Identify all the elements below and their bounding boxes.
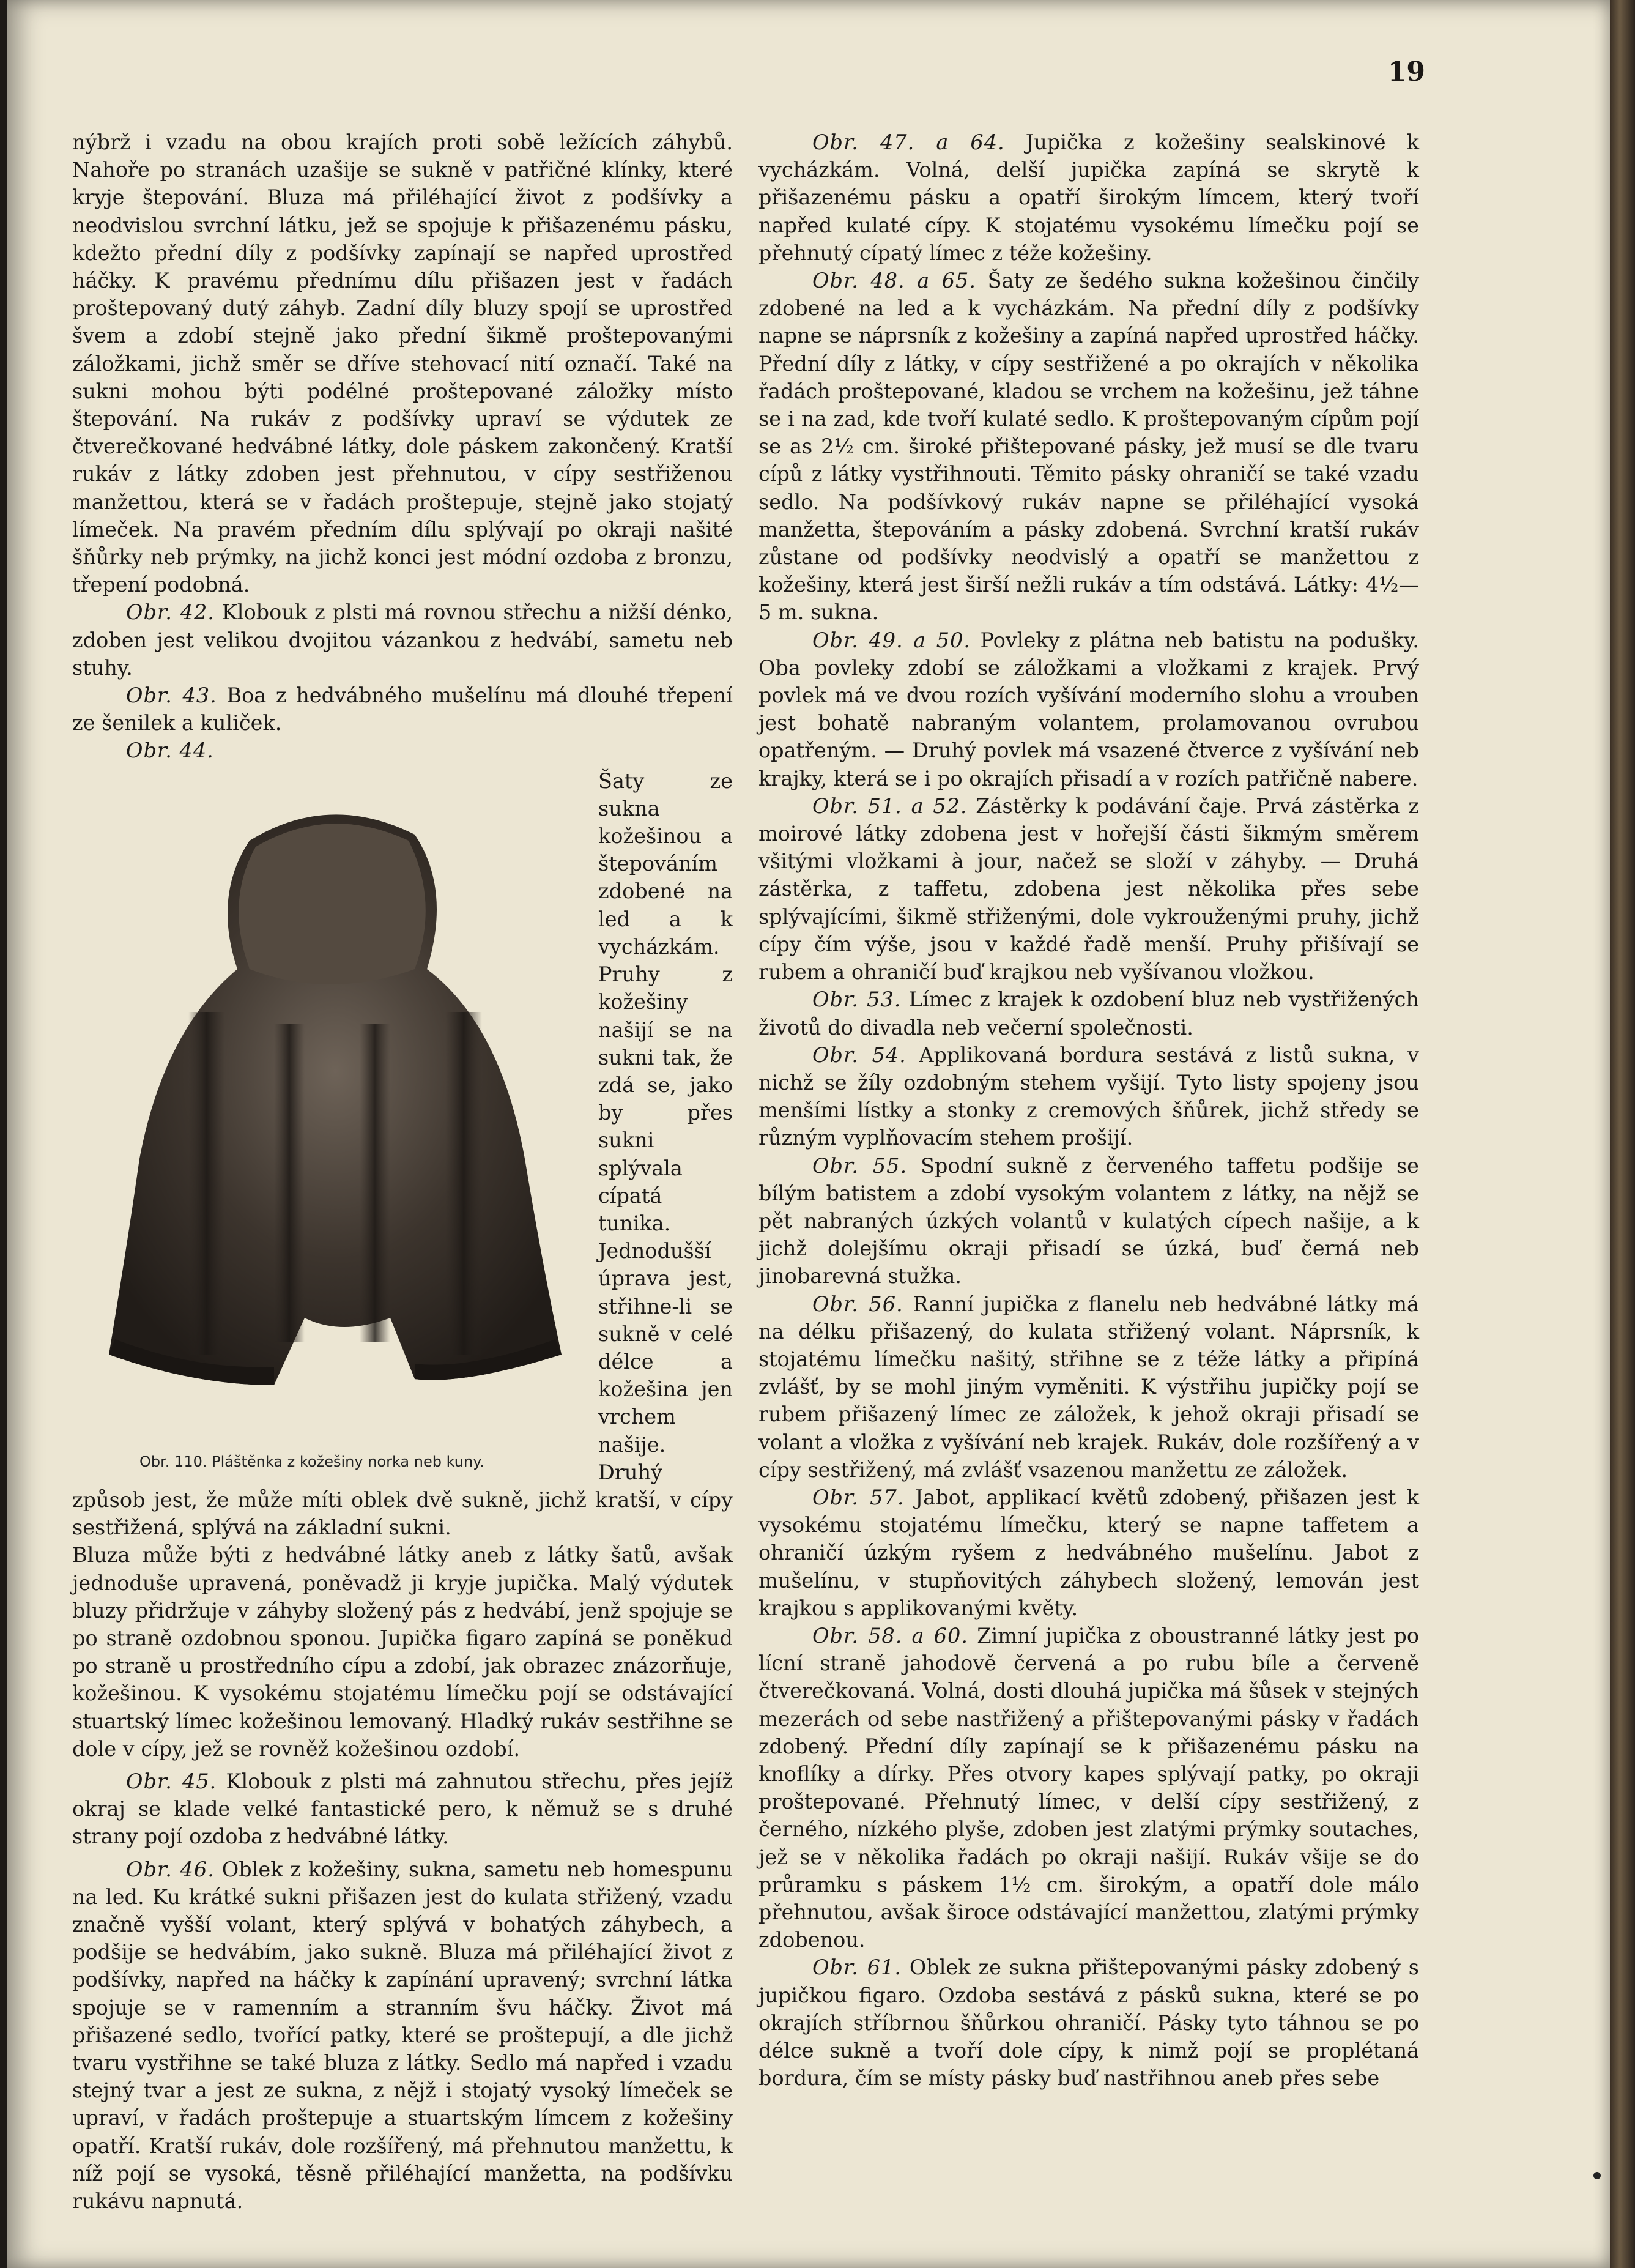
paragraph-text: Boa z hedvábného mušelínu má dlouhé třepení ze šenilek a kuliček.	[72, 683, 733, 735]
fur-cape-figure	[72, 767, 586, 1486]
paragraph-text: Oblek ze sukna přištepovanými pásky zdobený s jupičkou figaro. Ozdoba sestává z pásků sukna, které se po okrajích stříbrnou šňůrkou ohraničí. Pásky tyto táhnou se po délce sukně a tvoří dole cípy, k nimž pojí se proplétaná bordura, čím se místy pásky buď nastřihnou aneb přes sebe	[758, 1955, 1419, 2091]
figure-reference: Obr. 45.	[126, 1769, 217, 1793]
paragraph	[758, 128, 1419, 267]
paragraph	[72, 682, 733, 737]
paragraph-text: Jupička z kožešiny sealskinové k vycházkám. Volná, delší jupička zapíná se skrytě k přišazenému pásku a opatří širokým límcem, který tvoří napřed kulaté cípy. K stojatému vysokému límečku pojí se přehnutý cípatý límec z téže kožešiny.	[758, 130, 1419, 265]
paragraph-text: Povleky z plátna neb batistu na podušky. Oba povleky zdobí se záložkami a vložkami z krajek. Prvý povlek má ve dvou rozích vyšívání moderního slohu a vrouben jest bohatě nabraným volantem, prolamovanou ovrubou opatřeným. — Druhý povlek má vsazené čtverce z vyšívání neb krajky, která se i po okrajích přisadí a v rozích patřičně nabere.	[758, 628, 1419, 790]
figure-reference: Obr. 49. a 50.	[812, 628, 971, 652]
paragraph-text: Applikovaná bordura sestává z listů sukna, v nichž se žíly ozdobným stehem vyšijí. Tyto listy spojeny jsou menšími lístky a stonky z cremových šňůrek, jichž středy se různým vyplňovacím stehem prošijí.	[758, 1043, 1419, 1150]
paragraph	[758, 1622, 1419, 1954]
paragraph-text: Klobouk z plsti má zahnutou střechu, přes jejíž okraj se klade velké fantastické pero, k němuž se s druhé strany pojí ozdoba z hedvábné látky.	[72, 1769, 733, 1849]
paragraph-text: Jabot, applikací květů zdobený, přišazen jest k vysokému stojatému límečku, který se napne taffetem a ohraničí úzkým ryšem z hedvábného mušelínu. Jabot z mušelínu, v stupňovitých záhybech složený, lemován jest krajkou s applikovanými květy.	[758, 1485, 1419, 1620]
paragraph	[758, 267, 1419, 626]
paragraph-text: Klobouk z plsti má rovnou střechu a nižší dénko, zdoben jest velikou dvojitou vázankou z hedvábí, sametu neb stuhy.	[72, 600, 733, 680]
book-spine-edge	[1610, 0, 1635, 2268]
paragraph	[72, 1768, 733, 1851]
figure-reference: Obr. 42.	[126, 600, 215, 625]
paragraph	[758, 986, 1419, 1041]
figure-reference: Obr. 44.	[126, 738, 214, 763]
paragraph: Šaty ze sukna kožešinou a štepováním zdobené na led a k vycházkám. Pruhy z kožešiny našijí se na sukni tak, že zdá se, jako by přes sukni splývala cípatá tunika. Jednodušší úprava jest, střihne-li se sukně v celé délce a kožešina jen vrchem našije. Druhý způsob jest, že může míti oblek dvě sukně, jichž kratší, v cípy sestřižená, splývá na základní sukni.	[72, 768, 733, 1540]
ink-spot	[1593, 2172, 1601, 2179]
paragraph: nýbrž i vzadu na obou krajích proti sobě ležících záhybů. Nahoře po stranách uzašije se sukně v patřičné klínky, které kryje štepování. Bluza má přiléhající život z podšívky a neodvislou svrchní látku, jež se spojuje k přišazenému pásku, kdežto přední díly z podšívky zapínají se napřed uprostřed háčky. K pravému přednímu dílu přišazen jest v řadách proštepovaný dutý záhyb. Zadní díly bluzy spojí se uprostřed švem a zdobí stejně jako přední šikmě proštepovanými záložkami, jichž směr se dříve stehovací nití označí. Také na sukni mohou býti podélné proštepované záložky místo štepování. Na rukáv z podšívky upraví se výdutek ze čtverečkované hedvábné látky, dole páskem zakončený. Kratší rukáv z látky zdoben jest přehnutou, v cípy sestřiženou manžettou, která se v řadách proštepuje, stejně jako stojatý límeček. Na pravém předním dílu splývají po okraji našité šňůrky neb prýmky, na jichž konci jest módní ozdoba z bronzu, třepení podobná.	[72, 130, 733, 597]
paragraph	[758, 1290, 1419, 1484]
paragraph	[758, 626, 1419, 792]
paragraph-text: Zástěrky k podávání čaje. Prvá zástěrka z moirové látky zdobena jest v hořejší části šikmým směrem všitými vložkami à jour, načež se složí v záhyby. — Druhá zástěrka, z taffetu, zdobena jest několika přes sebe splývajícími, šikmě střiženými, dole vykrouženými pruhy, jichž cípy čím výše, jsou v každé řadě menší. Pruhy přišívají se rubem a ohraničí buď krajkou neb vyšívanou vložkou.	[758, 794, 1419, 984]
paragraph-text: Šaty ze šedého sukna kožešinou činčily zdobené na led a k vycházkám. Na přední díly z podšívky napne se náprsník z kožešiny a zapíná napřed uprostřed háčky. Přední díly z látky, v cípy sestřižené a po okrajích v několika řadách proštepované, kladou se vrchem na kožešinu, jež táhne se i na zad, kde tvoří kulaté sedlo. K proštepovaným cípům pojí se as 2½ cm. široké přištepované pásky, jež musí se dle tvaru cípů z látky vystřihnouti. Těmito pásky ohraničí se také vzadu sedlo. Na podšívkový rukáv napne se přiléhající vysoká manžetta, štepováním a pásky zdobená. Svrchní kratší rukáv zůstane od podšívky neodvislý a opatří se manžettou z kožešiny, která jest širší nežli rukáv a tím odstává. Látky: 4½—5 m. sukna.	[758, 269, 1419, 625]
paragraph	[758, 1954, 1419, 2092]
paragraph-text: Ranní jupička z flanelu neb hedvábné látky má na délku přišazený, do kulata střižený volant. Náprsník, k stojatému límečku našitý, střihne se z téže látky a připíná zvlášť, by se mohl jiným vyměniti. K výstřihu jupičky pojí se rubem přišazený límec ze záložek, k jehož okraji přisadí se volant a vložka z vyšívání neb krajek. Rukáv, dole rozšířený a v cípy sestřižený, má zvlášť vsazenou manžettu ze záložek.	[758, 1292, 1419, 1482]
figure-reference: Obr. 58. a 60.	[812, 1623, 968, 1648]
left-column	[72, 128, 733, 2215]
fur-cape-illustration	[72, 767, 586, 1440]
figure-reference: Obr. 54.	[812, 1043, 906, 1067]
figure-reference: Obr. 43.	[126, 683, 217, 708]
paragraph: Bluza může býti z hedvábné látky aneb z látky šatů, avšak jednoduše upravená, poněvadž ji kryje jupička. Malý výdutek bluzy přidržuje v záhyby složený pás z hedvábí, jenž spojuje se po straně ozdobnou sponou. Jupička figaro zapíná se poněkud po straně u prostředního cípu a zdobí, jak obrazec znázorňuje, kožešinou. K vysokému stojatému límečku pojí se odstávající stuartský límec kožešinou lemovaný. Hladký rukáv sestřihne se dole v cípy, jež se rovněž kožešinou ozdobí.	[72, 1543, 733, 1761]
paragraph-text: Zimní jupička z oboustranné látky jest po lícní straně jahodově červená a po rubu bíle a červeně čtverečkovaná. Volná, dosti dlouhá jupička má šůsek v stejných mezerách od sebe nastřižený a přištepovanými pásky v řadách zdobený. Přední díly zapínají se k přišazenému pásku na knoflíky a dírky. Přes otvory kapes splývají patky, po okraji proštepované. Přehnutý límec, v delší cípy sestřižený, z černého, nízkého plyše, zdoben jest zlatými prýmky soutaches, jež se v několika řadách po okraji našijí. Rukáv všije se do průramku s páskem 1½ cm. širokým, a opatří dole málo přehnutou, avšak široce odstávající manžettou, zlatými prýmky zdobenou.	[758, 1623, 1419, 1952]
figure-reference: Obr. 46.	[126, 1857, 215, 1881]
paragraph	[758, 1484, 1419, 1622]
paragraph	[72, 737, 733, 764]
paragraph	[72, 598, 733, 682]
right-column	[758, 128, 1419, 2092]
figure-reference: Obr. 55.	[812, 1153, 908, 1178]
paragraph	[758, 792, 1419, 986]
page-number: 19	[1387, 56, 1425, 87]
figure-reference: Obr. 51. a 52.	[812, 794, 968, 818]
paragraph	[758, 1041, 1419, 1152]
figure-reference: Obr. 57.	[812, 1485, 905, 1509]
figure-reference: Obr. 48. a 65.	[812, 269, 977, 293]
paragraph-text: Spodní sukně z červeného taffetu podšije se bílým batistem a zdobí vysokým volantem z látky, na nějž se pět nabraných úzkých volantů v kulatých cípech našije, a k jichž dolejšímu okraji přisadí se úzká, buď černá neb jinobarevná stužka.	[758, 1153, 1419, 1288]
figure-reference: Obr. 53.	[812, 987, 902, 1012]
figure-reference: Obr. 61.	[812, 1955, 902, 1980]
paragraph-text: Límec z krajek k ozdobení bluz neb vystřižených životů do divadla neb večerní společnosti.	[758, 987, 1419, 1039]
paragraph	[758, 1152, 1419, 1290]
figure-reference: Obr. 56.	[812, 1292, 903, 1316]
paragraph	[72, 1856, 733, 2215]
figure-caption: Obr. 110. Pláštěnka z kožešiny norka neb kuny.	[139, 1452, 484, 1470]
paragraph-text: Oblek z kožešiny, sukna, sametu neb homespunu na led. Ku krátké sukni přišazen jest do kulata střižený, vzadu značně vyšší volant, který splývá v bohatých záhybech, a podšije se hedvábím, jako sukně. Bluza má přiléhající život z podšívky, napřed na háčky k zapínání upravený; svrchní látka spojuje se v ramenním a stranním švu háčky. Život má přišazené sedlo, tvořící patky, které se proštepují, a dle jichž tvaru vystřihne se také bluza z látky. Sedlo má napřed i vzadu stejný tvar a jest ze sukna, z nějž i stojatý vysoký límeček se upraví, v řadách proštepuje a stuartským límcem z kožešiny opatří. Kratší rukáv, dole rozšířený, má přehnutou manžettu, k níž pojí se vysoká, těsně přiléhající manžetta, na podšívku rukávu napnutá.	[72, 1857, 733, 2214]
figure-reference: Obr. 47. a 64.	[812, 130, 1005, 154]
